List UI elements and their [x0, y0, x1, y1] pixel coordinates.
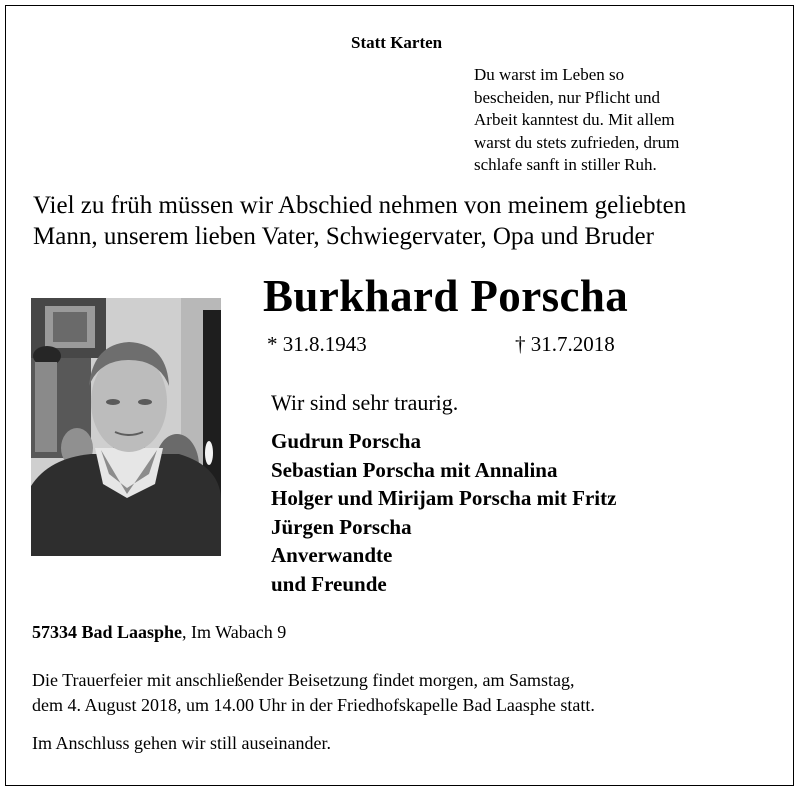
poem-line: schlafe sanft in stiller Ruh. [474, 155, 657, 174]
birth-date: * 31.8.1943 [267, 332, 367, 356]
mourner-name: Gudrun Porscha [271, 429, 421, 453]
mourners-intro: Wir sind sehr traurig. [271, 390, 459, 415]
mourners-list [271, 427, 616, 599]
memorial-poem [474, 64, 679, 177]
death-date: † 31.7.2018 [515, 332, 615, 356]
mourner-name: Jürgen Porscha [271, 514, 412, 539]
funeral-service-info [32, 668, 595, 718]
mourner-name: Sebastian Porscha mit Annalina [271, 457, 558, 482]
notice-header: Statt Karten [351, 33, 443, 52]
intro-text [33, 190, 686, 252]
poem-line: bescheiden, nur Pflicht und [474, 87, 661, 107]
family-address [32, 622, 286, 643]
service-line: Die Trauerfeier mit anschließender Beisetzung findet morgen, am Samstag, [32, 670, 575, 690]
address-street: , Im Wabach 9 [182, 622, 287, 642]
service-line: dem 4. August 2018, um 14.00 Uhr in der Friedhofskapelle Bad Laasphe statt. [32, 695, 595, 715]
poem-line: Arbeit kanntest du. Mit allem [474, 110, 675, 129]
mourner-name: Holger und Mirijam Porscha mit Fritz [271, 486, 617, 511]
mourner-name: Anverwandte [271, 543, 393, 568]
poem-line: Du warst im Leben so [474, 65, 625, 84]
mourner-name: und Freunde [271, 571, 387, 596]
deceased-name: Burkhard Porscha [263, 271, 629, 321]
closing-note: Im Anschluss gehen wir still auseinander. [32, 733, 331, 753]
address-postal: 57334 Bad Laasphe [32, 622, 183, 642]
poem-line: warst du stets zufrieden, drum [474, 132, 680, 152]
intro-line: Mann, unserem lieben Vater, Schwiegervater, Opa und Bruder [33, 223, 654, 250]
intro-line: Viel zu früh müssen wir Abschied nehmen von meinem geliebten [33, 192, 687, 219]
portrait-photo [31, 298, 221, 556]
